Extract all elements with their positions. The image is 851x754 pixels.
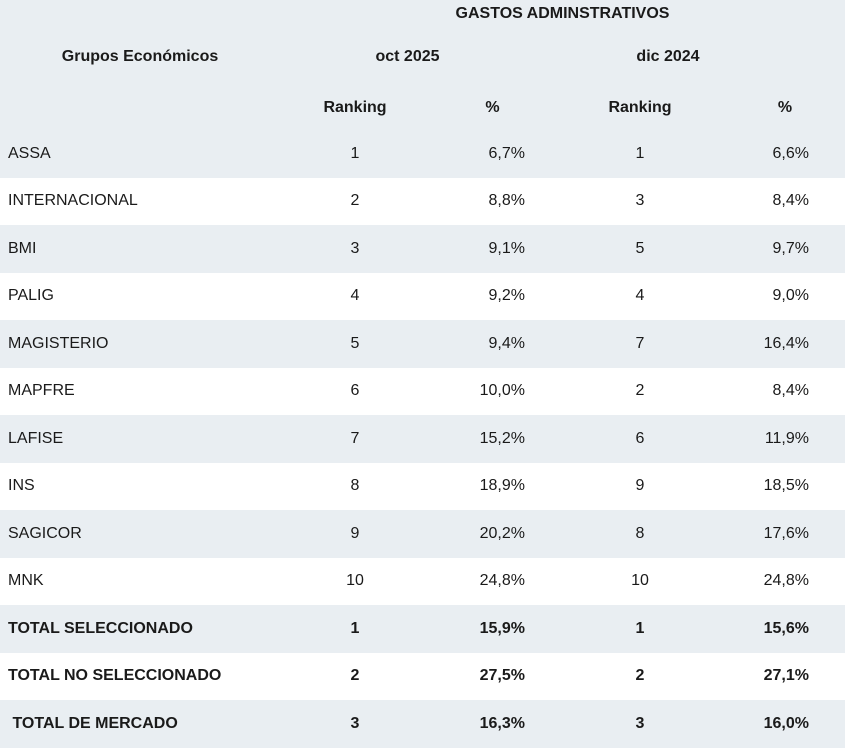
subheader-row <box>0 86 845 130</box>
rank-dic-cell: 1 <box>635 144 645 162</box>
percent-dic-cell: 16,4% <box>763 334 809 352</box>
percent-oct-cell: 6,7% <box>488 144 525 162</box>
rank-dic-cell: 3 <box>635 192 645 210</box>
percent-dic-cell: 8,4% <box>772 382 809 400</box>
group-name-cell: MNK <box>8 572 44 590</box>
group-name-cell: INS <box>8 477 35 495</box>
group-name-cell: SAGICOR <box>8 524 82 542</box>
table-header <box>0 0 845 130</box>
percent-oct-cell: 24,8% <box>479 572 525 590</box>
percent-dic-cell: 15,6% <box>763 619 809 637</box>
percent-oct-cell: 18,9% <box>479 477 525 495</box>
rank-dic-cell: 2 <box>635 382 645 400</box>
rank-oct-cell: 4 <box>350 287 360 305</box>
title-row <box>280 0 845 28</box>
table-row <box>0 225 845 273</box>
table-row <box>0 558 845 606</box>
rank-oct-cell: 2 <box>350 192 360 210</box>
group-name-cell: INTERNACIONAL <box>8 192 138 210</box>
table-row <box>0 605 845 653</box>
period-header-row <box>0 28 845 86</box>
percent-dic-cell: 16,0% <box>763 714 809 732</box>
percent-oct-cell: 10,0% <box>479 382 525 400</box>
rank-dic-cell: 3 <box>635 714 645 732</box>
rank-oct-cell: 7 <box>350 429 360 447</box>
period-header-oct-2025: oct 2025 <box>375 48 440 65</box>
percent-dic-cell: 9,0% <box>772 287 809 305</box>
rank-oct-cell: 8 <box>350 477 360 495</box>
percent-dic-cell: 6,6% <box>772 144 809 162</box>
subheader-percent-dic: % <box>777 99 793 116</box>
rank-oct-cell: 5 <box>350 334 360 352</box>
rank-dic-cell: 10 <box>631 572 649 590</box>
percent-oct-cell: 9,1% <box>488 239 525 257</box>
period-header-dic-2024: dic 2024 <box>636 48 700 65</box>
rank-dic-cell: 2 <box>635 667 645 685</box>
percent-oct-cell: 15,2% <box>479 429 525 447</box>
rank-oct-cell: 6 <box>350 382 360 400</box>
table-row <box>0 130 845 178</box>
rank-dic-cell: 6 <box>635 429 645 447</box>
table-row <box>0 273 845 321</box>
percent-oct-cell: 16,3% <box>479 714 525 732</box>
table-row <box>0 653 845 701</box>
table-row <box>0 415 845 463</box>
subheader-ranking-oct: Ranking <box>323 99 387 116</box>
percent-dic-cell: 17,6% <box>763 524 809 542</box>
rank-oct-cell: 3 <box>350 714 360 732</box>
table-row <box>0 463 845 511</box>
group-name-cell: PALIG <box>8 287 54 305</box>
group-name-cell: MAGISTERIO <box>8 334 109 352</box>
table-row <box>0 178 845 226</box>
percent-dic-cell: 18,5% <box>763 477 809 495</box>
table-title: GASTOS ADMINSTRATIVOS <box>455 5 670 22</box>
rank-dic-cell: 4 <box>635 287 645 305</box>
percent-oct-cell: 9,4% <box>488 334 525 352</box>
percent-oct-cell: 9,2% <box>488 287 525 305</box>
percent-dic-cell: 27,1% <box>763 667 809 685</box>
table-row <box>0 368 845 416</box>
percent-oct-cell: 15,9% <box>479 619 525 637</box>
group-name-cell: TOTAL NO SELECCIONADO <box>8 667 222 685</box>
rank-oct-cell: 2 <box>350 667 360 685</box>
rank-oct-cell: 10 <box>346 572 364 590</box>
rank-oct-cell: 1 <box>350 619 360 637</box>
percent-dic-cell: 24,8% <box>763 572 809 590</box>
group-name-cell: LAFISE <box>8 429 64 447</box>
percent-oct-cell: 8,8% <box>488 192 525 210</box>
percent-dic-cell: 8,4% <box>772 192 809 210</box>
subheader-percent-oct: % <box>485 99 500 116</box>
rank-dic-cell: 9 <box>635 477 645 495</box>
rank-dic-cell: 7 <box>635 334 645 352</box>
table-row <box>0 510 845 558</box>
table-row <box>0 700 845 748</box>
rank-oct-cell: 3 <box>350 239 360 257</box>
rank-dic-cell: 8 <box>635 524 645 542</box>
group-column-header: Grupos Económicos <box>61 48 219 65</box>
table-body <box>0 130 851 748</box>
rank-oct-cell: 1 <box>350 144 360 162</box>
percent-oct-cell: 20,2% <box>479 524 525 542</box>
subheader-ranking-dic: Ranking <box>608 99 672 116</box>
rank-dic-cell: 1 <box>635 619 645 637</box>
percent-dic-cell: 11,9% <box>764 429 809 447</box>
group-name-cell: TOTAL SELECCIONADO <box>8 619 193 637</box>
group-name-cell: ASSA <box>8 144 51 162</box>
group-name-cell: BMI <box>8 239 37 257</box>
percent-dic-cell: 9,7% <box>772 239 809 257</box>
group-name-cell: MAPFRE <box>8 382 75 400</box>
percent-oct-cell: 27,5% <box>479 667 525 685</box>
rank-dic-cell: 5 <box>635 239 645 257</box>
rank-oct-cell: 9 <box>350 524 360 542</box>
table-row <box>0 320 845 368</box>
group-name-cell: TOTAL DE MERCADO <box>8 714 178 732</box>
